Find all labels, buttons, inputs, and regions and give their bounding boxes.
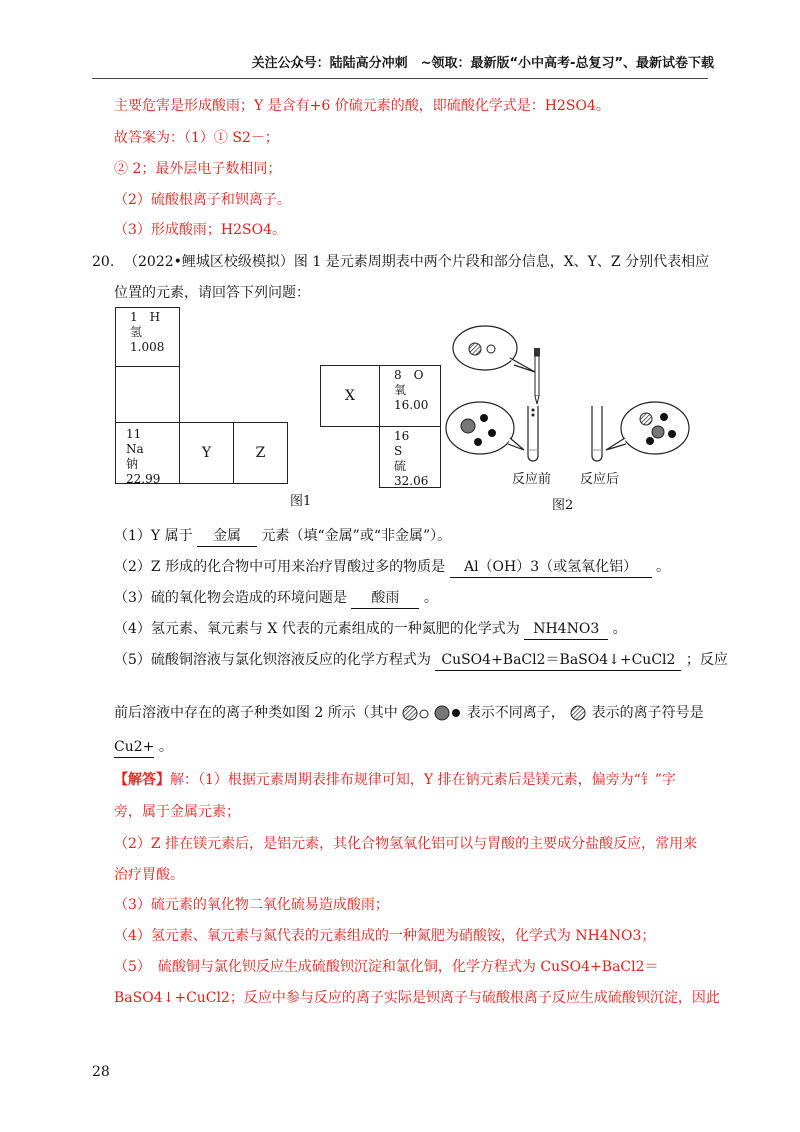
figure-2-after: 反应后 — [580, 472, 620, 487]
subq-3: （3）硫的氧化物会造成的环境问题是 酸雨 。 — [114, 588, 438, 609]
answer-line-4: 治疗胃酸。 — [114, 867, 184, 883]
answer-tag: 【解答】 — [114, 772, 170, 788]
answer-line-3: （2）Z 排在镁元素后，是铝元素，其化合物氢氧化铝可以与胃酸的主要成分盐酸反应，常用来 — [114, 836, 698, 852]
hatched-ion-icon — [569, 705, 587, 721]
answer-3: 酸雨 — [351, 588, 419, 609]
prev-line-1: 主要危害是形成酸雨；Y 是含有+6 价硫元素的酸，即硫酸化学式是：H2SO4。 — [114, 98, 610, 114]
subq-5: （5）硫酸铜溶液与氯化钡溶液反应的化学方程式为 CuSO4+BaCl2＝BaSO4↓+CuCl2 ；反应 — [114, 650, 728, 671]
ion-legend-icons — [402, 705, 462, 721]
figure-2-caption: 图2 — [552, 498, 574, 513]
subq-1: （1）Y 属于 金属 元素（填“金属”或“非金属”）。 — [114, 526, 451, 547]
answer-line-6: （4）氢元素、氧元素与氮代表的元素组成的一种氮肥为硝酸铵，化学式为 NH4NO3； — [114, 928, 656, 944]
prev-line-3: ② 2；最外层电子数相同； — [114, 161, 282, 177]
cell-sodium: 11 Na 钠 22.99 — [115, 422, 180, 484]
figure-2 — [440, 318, 700, 518]
figure-2-drawing — [440, 318, 700, 518]
prev-line-5: （3）形成酸雨；H2SO4。 — [114, 222, 286, 238]
answer-line-2: 旁，属于金属元素； — [114, 804, 240, 820]
header-rule — [92, 78, 708, 79]
subq-5-line-3: Cu2+ 。 — [114, 737, 173, 758]
cell-hydrogen: 1 H 氢 1.008 — [115, 307, 180, 367]
cell-y: Y — [179, 422, 234, 484]
page-header: 关注公众号：陆陆高分冲刺 ~领取：最新版“小中高考-总复习”、最新试卷下载 — [251, 56, 714, 71]
answer-2: Al（OH）3（或氢氧化铝） — [450, 557, 652, 578]
subq-4: （4）氢元素、氧元素与 X 代表的元素组成的一种氮肥的化学式为 NH4NO3 。 — [114, 619, 627, 640]
figure-2-before: 反应前 — [512, 472, 552, 487]
answer-line-5: （3）硫元素的氧化物二氧化硫易造成酸雨； — [114, 897, 389, 913]
page-number: 28 — [92, 1064, 110, 1080]
answer-line-1: 【解答】解：（1）根据元素周期表排布规律可知，Y 排在钠元素后是镁元素，偏旁为“钅”字 — [114, 772, 676, 788]
answer-line-7: （5） 硫酸铜与氯化钡反应生成硫酸钡沉淀和氯化铜，化学方程式为 CuSO4+BaCl2＝ — [114, 959, 659, 975]
answer-line-8: BaSO4↓+CuCl2；反应中参与反应的离子实际是钡离子与硫酸根离子反应生成硫酸钡沉淀，因此 — [114, 990, 720, 1006]
cell-x: X — [320, 365, 380, 427]
prev-line-4: （2）硫酸根离子和钡离子。 — [114, 192, 291, 208]
answer-1: 金属 — [197, 526, 257, 547]
question-stem-2: 位置的元素，请回答下列问题： — [114, 285, 310, 301]
figure-1-caption: 图1 — [290, 494, 312, 509]
question-number: 20. — [92, 254, 115, 270]
subq-2: （2）Z 形成的化合物中可用来治疗胃酸过多的物质是 Al（OH）3（或氢氧化铝） 。 — [114, 557, 670, 578]
cell-z: Z — [233, 422, 288, 484]
prev-line-2: 故答案为：（1）① S2－； — [114, 130, 279, 146]
answer-5b: Cu2+ — [114, 737, 154, 758]
question-stem-1: （2022•鲤城区校级模拟）图 1 是元素周期表中两个片段和部分信息，X、Y、Z 分别代表相应 — [124, 254, 710, 270]
subq-5-line-2: 前后溶液中存在的离子种类如图 2 所示（其中 表示不同离子， 表示的离子符号是 — [114, 705, 704, 721]
cell-empty — [115, 366, 180, 423]
cell-sulfur: 16 S 硫 32.06 — [379, 426, 441, 488]
cell-oxygen: 8 O 氧 16.00 — [379, 365, 441, 427]
answer-5: CuSO4+BaCl2＝BaSO4↓+CuCl2 — [435, 650, 681, 671]
answer-4: NH4NO3 — [524, 619, 608, 640]
